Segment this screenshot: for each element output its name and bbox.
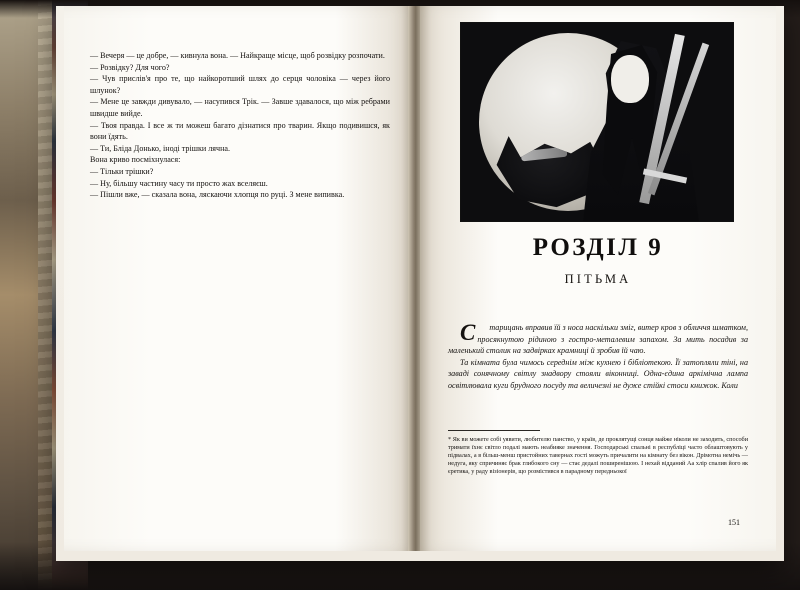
page-number: 151	[728, 518, 740, 527]
right-page-text	[448, 322, 748, 392]
left-page-text	[90, 50, 390, 201]
dropcap: С	[460, 320, 476, 345]
paragraph-with-dropcap	[448, 322, 748, 357]
footnote-marker: *	[448, 436, 452, 443]
paragraph: Та кімната була чимось середнім між кухнею і бібліотекою. Її затопляли тіні, на заваді сонячному світлу знадвору стояли віконниці. Одна-єдина аркімічна лампа освітлювала куги брудного посуду та величезні не дуже стійкі стоси книжок. Коли	[448, 357, 748, 390]
right-page	[420, 6, 776, 551]
paragraph-text: тарицань вправив їй з носа наскільки зміг, витер кров з обличчя шматком, просякнутою рідиною з гостро-металевим запахом. За мить посадив за маленький столик на задвірках крамниці й зробив їй чаю.	[448, 323, 748, 356]
footnote	[448, 436, 748, 476]
paragraph: Вона криво посміхнулася:	[90, 155, 181, 165]
paragraph: — Ну, більшу частину часу ти просто жах вселяєш.	[90, 178, 268, 188]
footnote-text: Як ви можете собі уявити, любителю панство, у країв, де проклятущі сонця майже ніколи не заходить, способи тримати їхнє світло подалі мають неабияке значення. Господарські спальні в республіці часто облаштовують у підвалах, а в більш-менш пристойних тавернах гості можуть причалити на кімнату без вікон. Дрімотна немічь — недуга, яку спричиняє брак глибокого сну — стає дедалі поширенішою. І нехай відданий Аа хлір спалив його як єретика, у раду візіонерів, що розмістився в парадному передньокої	[448, 436, 749, 476]
left-page	[64, 6, 412, 551]
paragraph: — Чув прислів'я про те, що найкоротший шлях до серця чоловіка — через його шлунок?	[90, 74, 390, 95]
paragraph: — Вечеря — це добре, — кивнула вона. — Найкраще місце, щоб розвідку розпочати.	[90, 51, 385, 60]
open-book	[56, 6, 784, 561]
paragraph: — Тільки трішки?	[90, 166, 154, 176]
paragraph: — Мене це завжди дивувало, — насупився Трік. — Завше здавалося, що між ребрами швидше вийде.	[90, 97, 390, 118]
face-shape	[611, 55, 649, 103]
chapter-title: РОЗДІЛ 9	[532, 234, 664, 261]
paragraph: — Ти, Бліда Донько, іноді трішки лячна.	[90, 143, 231, 153]
paragraph: — Твоя правда. І все ж ти можеш багато дізнатися про тварин. Якщо подивишся, як вони їдять.	[90, 120, 390, 142]
paragraph: — Пішли вже, — сказала вона, ляскаючи хлопця по руці. З мене випивка.	[90, 190, 345, 200]
paragraph: — Розвідку? Для чого?	[90, 62, 170, 72]
chapter-subtitle: ПІТЬМА	[564, 272, 632, 286]
footnote-rule	[448, 430, 540, 431]
chapter-illustration	[460, 22, 734, 222]
